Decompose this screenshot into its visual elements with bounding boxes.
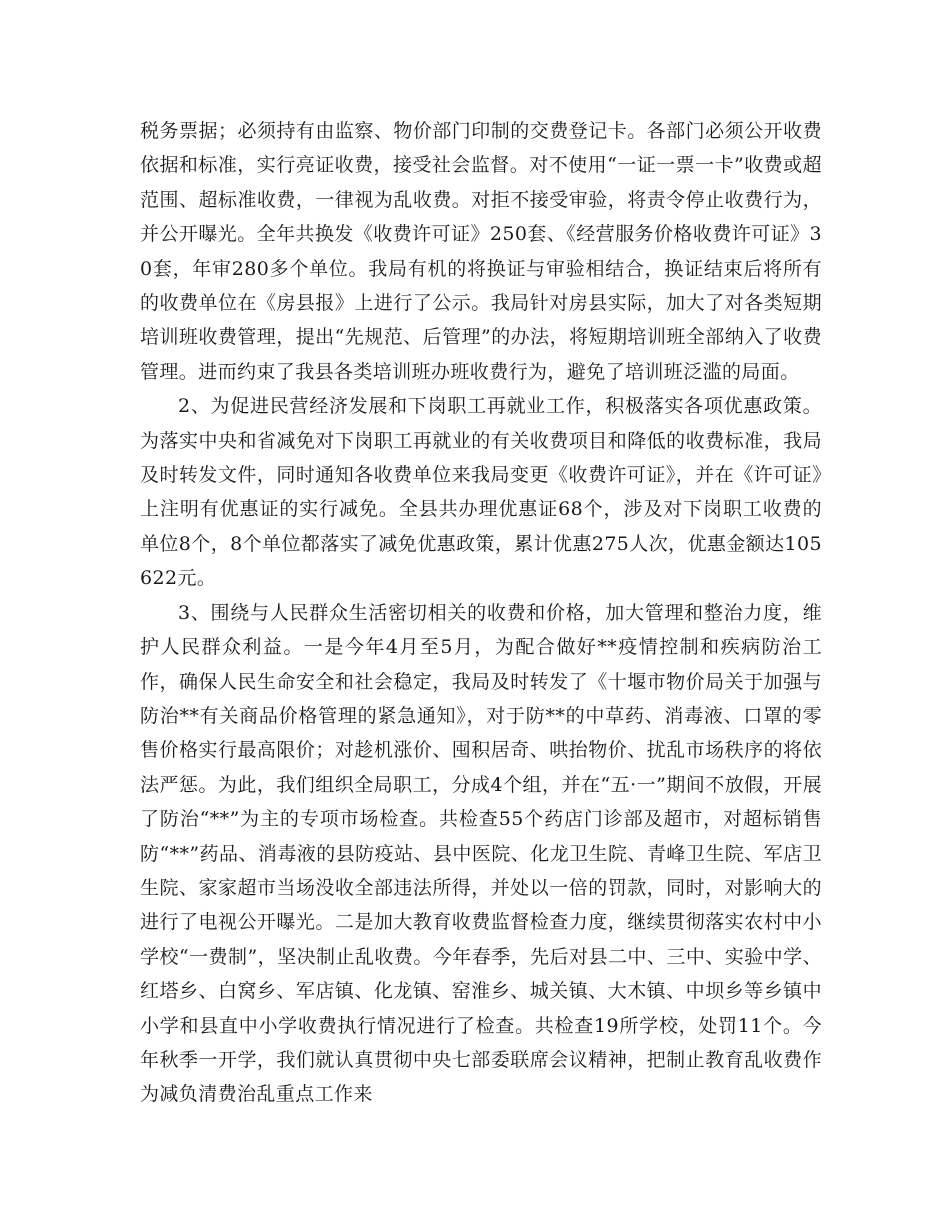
paragraph-2: 2、为促进民营经济发展和下岗职工再就业工作，积极落实各项优惠政策。为落实中央和省减免对下岗职工再就业的有关收费项目和降低的收费标准，我局及时转发文件，同时通知各收费单位来我局变更《收费许可证》，并在《许可证》上注明有优惠证的实行减免。全县共办理优惠证68个，涉及对下岗职工收费的单位8个，8个单位都落实了减免优惠政策，累计优惠275人次，优惠金额达105622元。 bbox=[140, 395, 822, 590]
paragraph-1: 税务票据；必须持有由监察、物价部门印制的交费登记卡。各部门必须公开收费依据和标准，实行亮证收费，接受社会监督。对不使用“一证一票一卡”收费或超范围、超标准收费，一律视为乱收费。对拒不接受审验，将责令停止收费行为，并公开曝光。全年共换发《收费许可证》250套、《经营服务价格收费许可证》30套，年审280多个单位。我局有机的将换证与审验相结合，换证结束后将所有的收费单位在《房县报》上进行了公示。我局针对房县实际，加大了对各类短期培训班收费管理，提出“先规范、后管理”的办法，将短期培训班全部纳入了收费管理。进而约束了我县各类培训班办班收费行为，避免了培训班泛滥的局面。 bbox=[140, 120, 822, 383]
paragraph-3: 3、围绕与人民群众生活密切相关的收费和价格，加大管理和整治力度，维护人民群众利益。一是今年4月至5月，为配合做好**疫情控制和疾病防治工作，确保人民生命安全和社会稳定，我局及时转发了《十堰市物价局关于加强与防治**有关商品价格管理的紧急通知》，对于防**的中草药、消毒液、口罩的零售价格实行最高限价；对趁机涨价、囤积居奇、哄抬物价、扰乱市场秩序的将依法严惩。为此，我们组织全局职工，分成4个组，并在“五·一”期间不放假，开展了防治“**”为主的专项市场检查。共检查55个药店门诊部及超市，对超标销售防“**”药品、消毒液的县防疫站、县中医院、化龙卫生院、青峰卫生院、军店卫生院、家家超市当场没收全部违法所得，并处以一倍的罚款，同时，对影响大的进行了电视公开曝光。二是加大教育收费监督检查力度，继续贯彻落实农村中小学校“一费制”，坚决制止乱收费。今年春季，先后对县二中、三中、实验中学、红塔乡、白窝乡、军店镇、化龙镇、窑淮乡、城关镇、大木镇、中坝乡等乡镇中小学和县直中小学收费执行情况进行了检查。共检查19所学校，处罚11个。今年秋季一开学，我们就认真贯彻中央七部委联席会议精神，把制止教育乱收费作为减负清费治乱重点工作来 bbox=[140, 601, 822, 1106]
